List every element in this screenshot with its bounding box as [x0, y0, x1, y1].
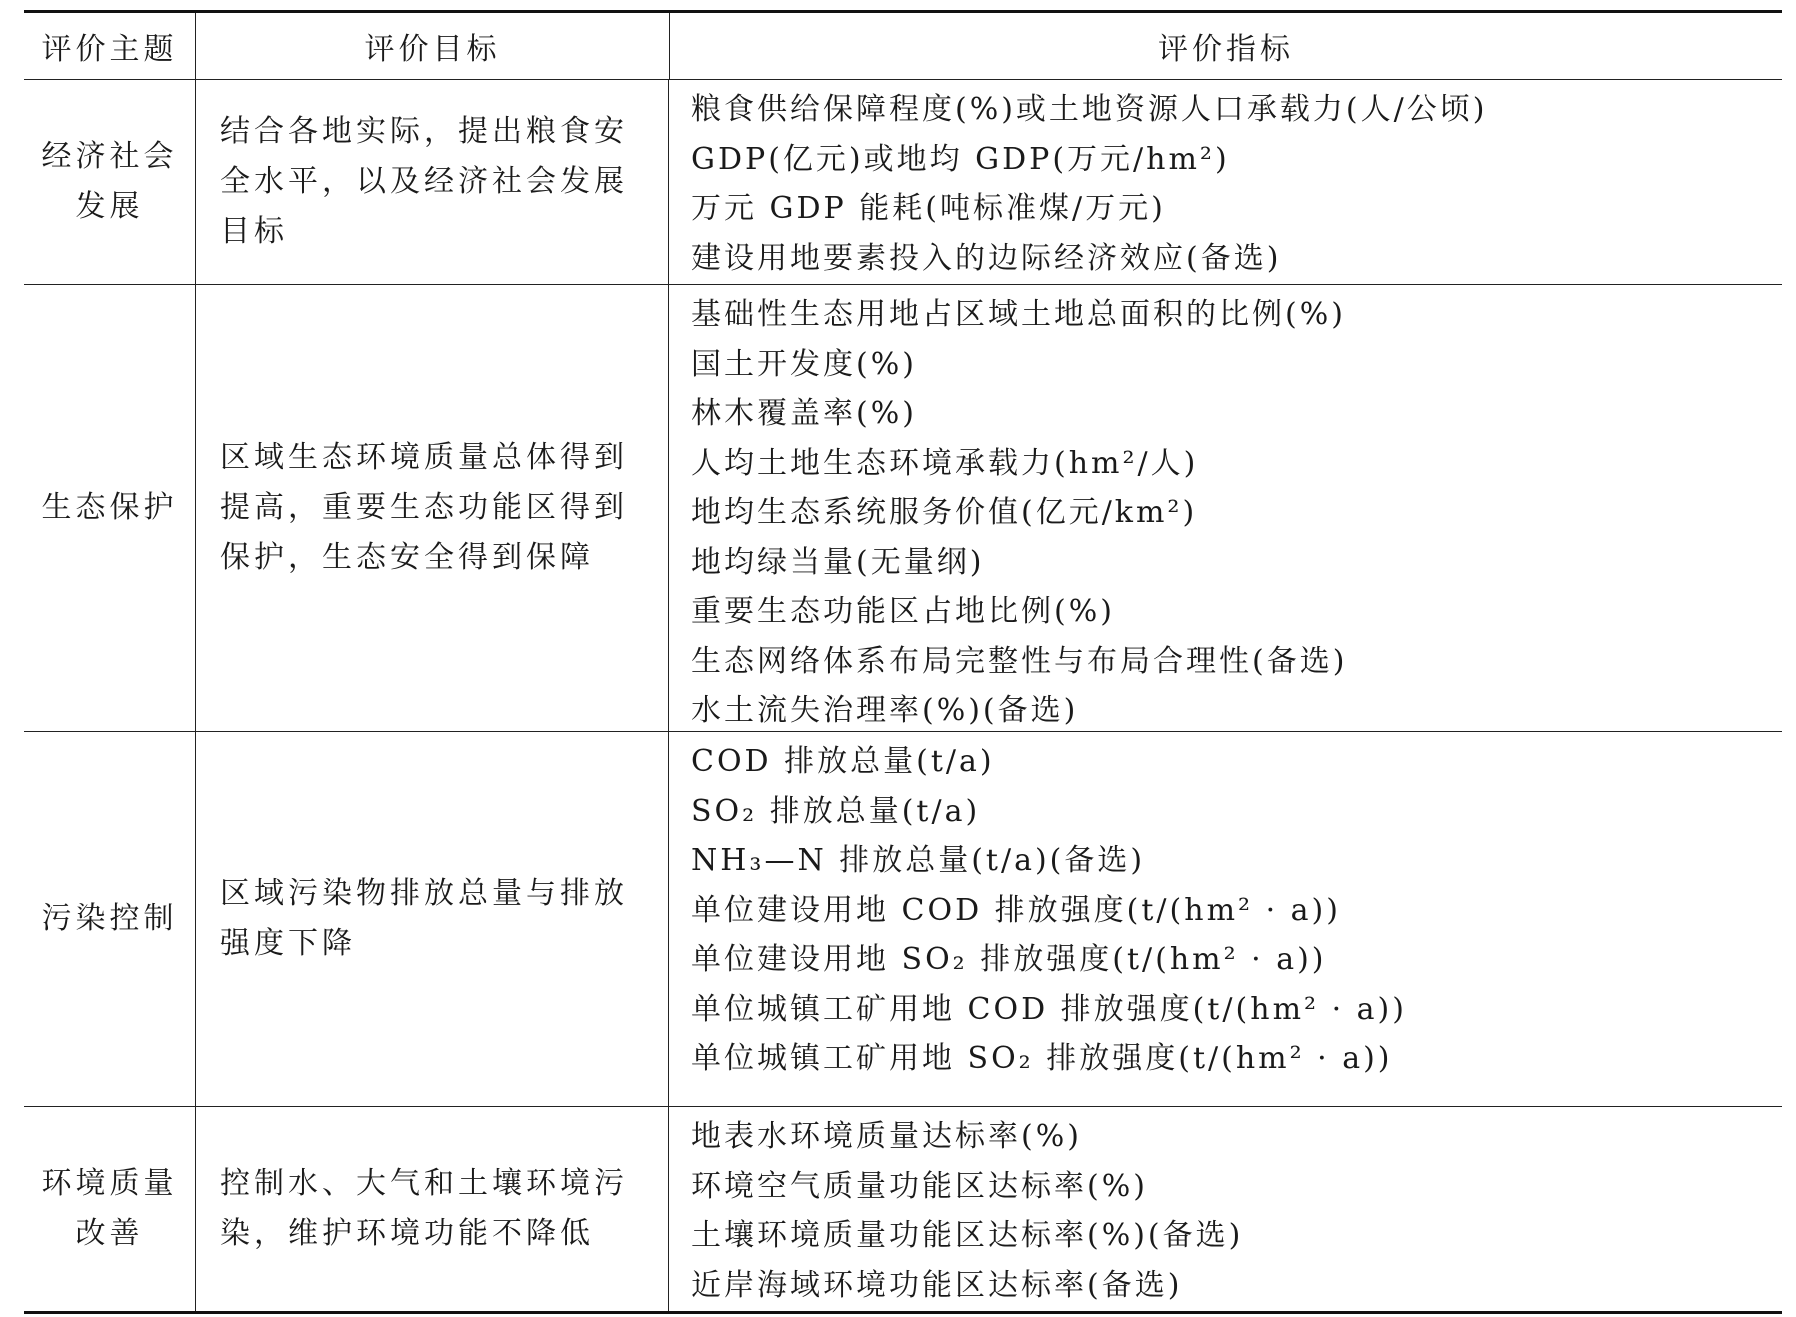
table-header-row [24, 13, 1782, 80]
indicator-item: 单位城镇工矿用地 SO₂ 排放强度(t/(hm² · a)) [691, 1041, 1393, 1076]
theme-cell: 生态保护 [41, 490, 178, 525]
indicator-item: 万元 GDP 能耗(吨标准煤/万元) [691, 191, 1166, 226]
indicator-item: 单位城镇工矿用地 COD 排放强度(t/(hm² · a)) [691, 991, 1407, 1027]
table-row [24, 732, 1782, 1107]
indicator-list [668, 1107, 1782, 1311]
indicator-item: 水土流失治理率(%)(备选) [691, 693, 1079, 728]
evaluation-table [24, 10, 1782, 1314]
theme-cell: 环境质量改善 [41, 1166, 178, 1251]
indicator-item: 重要生态功能区占地比例(%) [691, 594, 1115, 629]
indicator-item: 地均绿当量(无量纲) [691, 544, 985, 580]
indicator-item: SO₂ 排放总量(t/a) [691, 793, 981, 829]
indicator-item: 建设用地要素投入的边际经济效应(备选) [691, 240, 1282, 276]
indicator-item: 林木覆盖率(%) [691, 396, 917, 431]
indicator-item: NH₃—N 排放总量(t/a)(备选) [691, 843, 1146, 878]
indicator-item: 近岸海域环境功能区达标率(备选) [691, 1267, 1183, 1303]
header-theme: 评价主题 [41, 32, 178, 67]
indicator-item: 环境空气质量功能区达标率(%) [691, 1168, 1148, 1204]
goal-cell: 区域生态环境质量总体得到提高，重要生态功能区得到保护，生态安全得到保障 [195, 285, 668, 731]
table-row [24, 80, 1782, 285]
indicator-list [668, 732, 1782, 1106]
indicator-item: 国土开发度(%) [691, 346, 917, 382]
indicator-item: 基础性生态用地占区域土地总面积的比例(%) [691, 297, 1346, 332]
indicator-item: 土壤环境质量功能区达标率(%)(备选) [691, 1218, 1244, 1253]
goal-cell: 控制水、大气和土壤环境污染，维护环境功能不降低 [195, 1107, 668, 1311]
indicator-item: 地表水环境质量达标率(%) [691, 1119, 1082, 1154]
indicator-item: 人均土地生态环境承载力(hm²/人) [691, 445, 1199, 481]
goal-cell: 结合各地实际，提出粮食安全水平，以及经济社会发展目标 [195, 80, 668, 284]
indicator-item: COD 排放总量(t/a) [691, 744, 995, 779]
indicator-item: 粮食供给保障程度(%)或土地资源人口承载力(人/公顷) [691, 92, 1488, 127]
indicator-item: 生态网络体系布局完整性与布局合理性(备选) [691, 643, 1348, 679]
indicator-item: 单位建设用地 SO₂ 排放强度(t/(hm² · a)) [691, 942, 1327, 977]
header-indicators: 评价指标 [669, 13, 1782, 79]
header-goal: 评价目标 [195, 13, 669, 79]
theme-cell: 污染控制 [41, 901, 178, 936]
table-row [24, 285, 1782, 732]
goal-cell: 区域污染物排放总量与排放强度下降 [195, 732, 668, 1106]
indicator-list [668, 80, 1782, 284]
indicator-item: 地均生态系统服务价值(亿元/km²) [691, 495, 1198, 530]
indicator-item: 单位建设用地 COD 排放强度(t/(hm² · a)) [691, 892, 1341, 928]
theme-cell: 经济社会发展 [41, 139, 178, 224]
indicator-item: GDP(亿元)或地均 GDP(万元/hm²) [691, 141, 1230, 177]
indicator-list [668, 285, 1782, 731]
table-row [24, 1107, 1782, 1311]
